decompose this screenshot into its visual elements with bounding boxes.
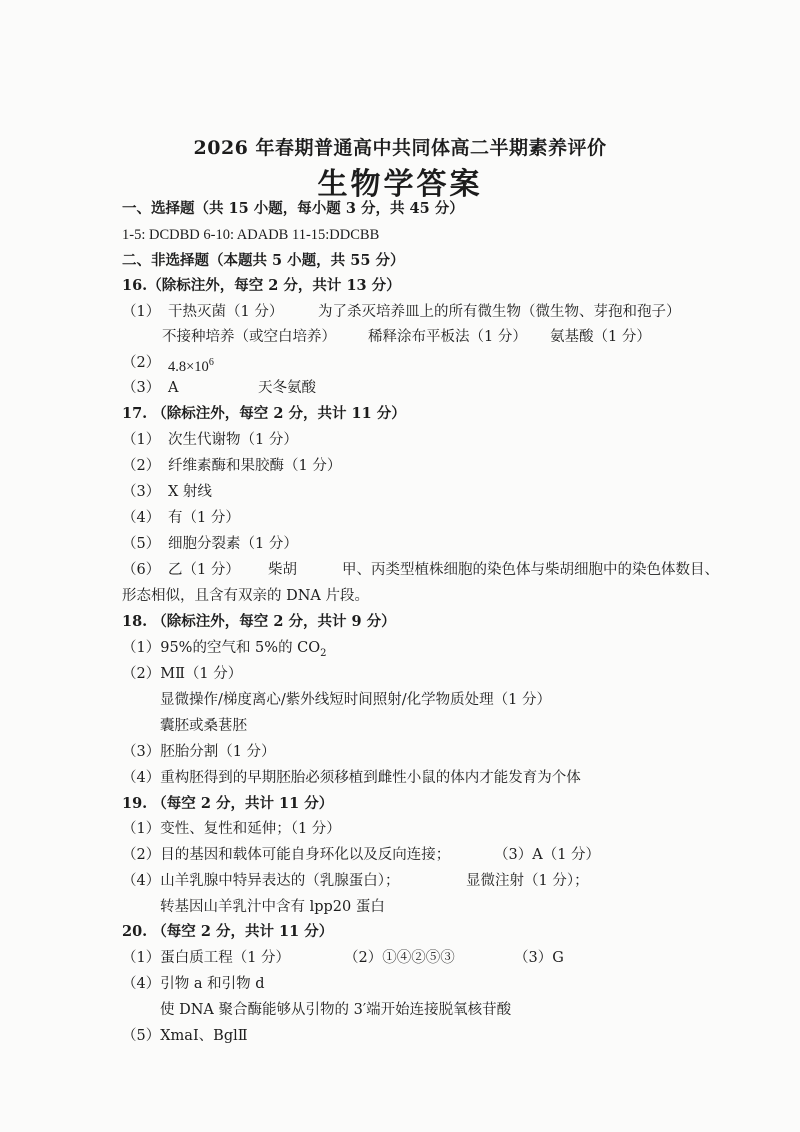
q18-part2-answer-b: 显微操作/梯度离心/紫外线短时间照射/化学物质处理（1 分） <box>160 692 551 708</box>
q17-part2-number: （2） <box>122 458 161 474</box>
q16-part1-answer-d: 稀释涂布平板法（1 分） <box>368 329 527 345</box>
q19-part4-answer-b: 显微注射（1 分）； <box>466 873 589 889</box>
q17-part1-number: （1） <box>122 432 161 448</box>
section-heading-choice: 一、选择题（共 15 小题，每小题 3 分，共 45 分） <box>122 200 464 217</box>
q16-part2-number: （2） <box>122 355 161 371</box>
q17-part6-answer-c: 甲、丙类型植株细胞的染色体与柴胡细胞中的染色体数目、 <box>342 562 719 578</box>
q18-part3-answer: （3）胚胎分割（1 分） <box>122 744 276 760</box>
q18-part2-answer-c: 囊胚或桑葚胚 <box>160 718 247 734</box>
section-heading-nonchoice: 二、非选择题（本题共 5 小题，共 55 分） <box>122 252 405 269</box>
q20-part3-answer: （3）G <box>514 950 564 966</box>
q17-part4-number: （4） <box>122 510 161 526</box>
q20-part4-answer: （4）引物 a 和引物 d <box>122 976 265 992</box>
q16-part1-number: （1） <box>122 304 161 320</box>
q16-part2-answer: $4.8\times 10^6$ <box>168 357 214 375</box>
q19-part2-answer: （2）目的基因和载体可能自身环化以及反向连接； <box>122 847 451 863</box>
question-16-heading: 16.（除标注外，每空 2 分，共计 13 分） <box>122 277 401 294</box>
q17-part5-number: （5） <box>122 536 161 552</box>
q17-part3-number: （3） <box>122 484 161 500</box>
q17-part1-answer: 次生代谢物（1 分） <box>168 432 298 448</box>
q17-part6-answer-d: 形态相似，且含有双亲的 DNA 片段。 <box>122 588 370 604</box>
q18-part2-answer: （2）MⅡ（1 分） <box>122 666 243 682</box>
q16-part1-answer-a: 干热灭菌（1 分） <box>168 304 284 320</box>
q16-part3-answer-b: 天冬氨酸 <box>258 380 316 396</box>
question-20-heading: 20. （每空 2 分，共计 11 分） <box>122 923 334 940</box>
q18-part1-answer: （1）95%的空气和 5%的 $CO_2$ <box>122 640 327 659</box>
page-title: 生物学答案 <box>317 167 483 202</box>
question-17-heading: 17. （除标注外，每空 2 分，共计 11 分） <box>122 405 406 422</box>
q17-part4-answer: 有（1 分） <box>168 510 240 526</box>
q16-part3-answer-a: A <box>168 380 179 396</box>
q20-part5-answer: （5）XmaⅠ、BglⅡ <box>122 1028 248 1044</box>
question-19-heading: 19. （每空 2 分，共计 11 分） <box>122 795 334 812</box>
q17-part3-answer: X 射线 <box>168 484 212 500</box>
q16-part1-answer-e: 氨基酸（1 分） <box>550 329 651 345</box>
q20-part2-answer: （2）①④②⑤③ <box>344 950 455 966</box>
q18-part4-answer: （4）重构胚得到的早期胚胎必须移植到雌性小鼠的体内才能发育为个体 <box>122 770 581 786</box>
q17-part5-answer: 细胞分裂素（1 分） <box>168 536 298 552</box>
q16-part1-answer-c: 不接种培养（或空白培养） <box>162 329 336 345</box>
q17-part6-number: （6） <box>122 562 161 578</box>
q19-part4-answer: （4）山羊乳腺中特异表达的（乳腺蛋白）； <box>122 873 400 889</box>
q16-part1-answer-b: 为了杀灭培养皿上的所有微生物（微生物、芽孢和孢子） <box>318 304 681 320</box>
choice-answers: 1-5: DCDBD 6-10: ADADB 11-15:DDCBB <box>122 227 380 243</box>
exam-title: 2026 年春期普通高中共同体高二半期素养评价 <box>193 137 607 159</box>
q20-part4-answer-b: 使 DNA 聚合酶能够从引物的 3′端开始连接脱氧核苷酸 <box>160 1002 512 1018</box>
q19-part4-answer-c: 转基因山羊乳汁中含有 lpp20 蛋白 <box>160 899 385 915</box>
q17-part6-answer-b: 柴胡 <box>268 562 297 578</box>
q16-part3-number: （3） <box>122 380 161 396</box>
q20-part1-answer: （1）蛋白质工程（1 分） <box>122 950 291 966</box>
question-18-heading: 18. （除标注外，每空 2 分，共计 9 分） <box>122 613 396 630</box>
q17-part2-answer: 纤维素酶和果胶酶（1 分） <box>168 458 342 474</box>
q19-part3-answer: （3）A（1 分） <box>494 847 601 863</box>
q19-part1-answer: （1）变性、复性和延伸；（1 分） <box>122 821 341 837</box>
q17-part6-answer-a: 乙（1 分） <box>168 562 240 578</box>
